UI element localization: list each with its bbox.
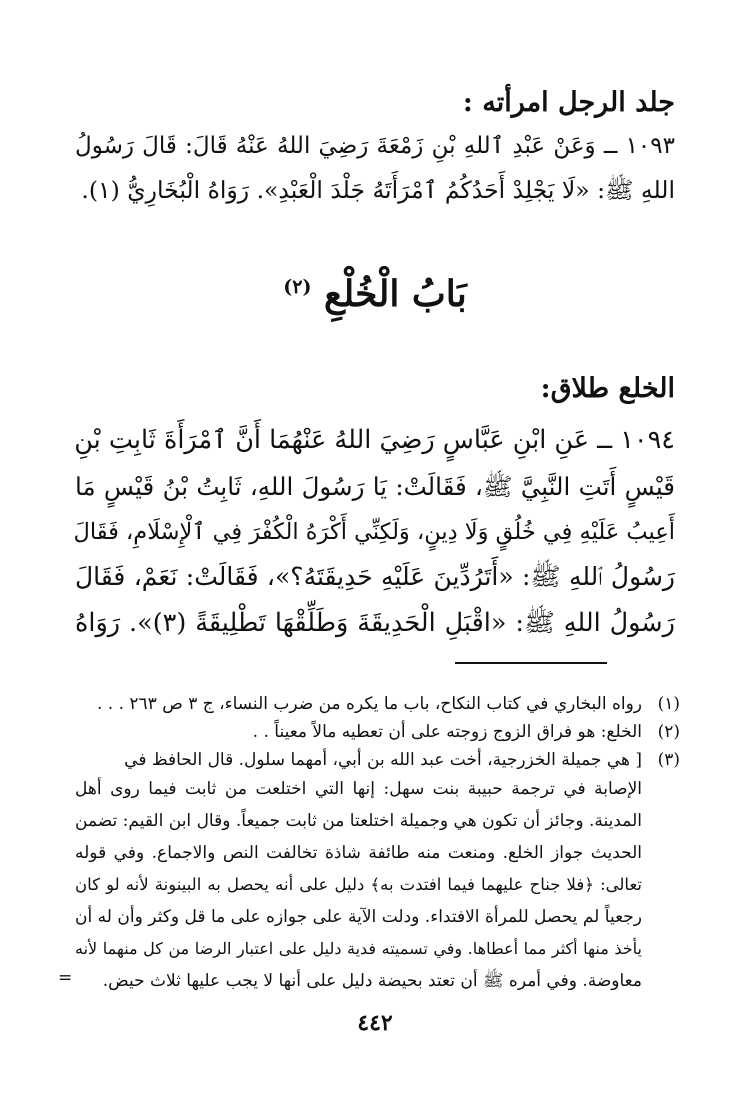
page-number: ٤٤٢ — [357, 1010, 393, 1036]
hadith-1094-line-1: ١٠٩٤ ــ عَنِ ابْنِ عَبَّاسٍ رَضِيَ اللهُ عَنْهُمَا أَنَّ ٱمْرَأَةَ ثَابِتِ بْنِ — [74, 425, 675, 455]
hadith-1094-line-4: رَسُولُ ٱللهِ ﷺ: «أَتَرُدِّينَ عَلَيْهِ حَدِيقَتَهُ؟»، فَقَالَتْ: نَعَمْ، فَقَالَ — [75, 562, 675, 591]
footnote-3-line: يأخذ منها أكثر مما أعطاها. وفي تسميته فدية دليل على اعتبار الرضا من كل منهما لأنه — [75, 939, 642, 958]
footnote-3-line: الإصابة في ترجمة حبيبة بنت سهل: إنها التي اختلعت من ثابت فيما روى أهل — [75, 779, 642, 799]
footnote-3-text: [ هي جميلة الخزرجية، أخت عبد الله بن أبي، أمهما سلول. قال الحافظ في — [124, 750, 642, 770]
hadith-1094-line-2: قَيْسٍ أَتَتِ النَّبِيَّ ﷺ، فَقَالَتْ: يَا رَسُولَ اللهِ، ثَابِتُ بْنُ قَيْسٍ مَا — [75, 472, 675, 501]
footnote-2-number: (٢) — [657, 722, 680, 742]
section-heading-khul: الخلع طلاق: — [540, 373, 675, 404]
footnote-2-text: الخلع: هو فراق الزوج زوجته على أن تعطيه مالاً معيناً . . — [252, 722, 642, 742]
footnote-3-number: (٣) — [657, 750, 680, 770]
hadith-1093-line-1: ١٠٩٣ ــ وَعَنْ عَبْدِ ٱللهِ بْنِ زَمْعَةَ رَضِيَ اللهُ عَنْهُ قَالَ: قَالَ رَسُولُ — [75, 133, 675, 159]
section-heading-wife-beating: جلد الرجل امرأته : — [462, 87, 675, 118]
footnote-3-line: تعالى: ﴿فلا جناح عليهما فيما افتدت به﴾ دليل على أنه يحصل به البينونة لأنه لو كان — [75, 875, 642, 894]
chapter-title: بَابُ الْخُلْعِ — [324, 273, 467, 315]
chapter-title-block — [0, 262, 750, 319]
footnote-continuation-mark: = — [58, 968, 73, 988]
hadith-1094-line-5: رَسُولُ اللهِ ﷺ: «اقْبَلِ الْحَدِيقَةَ وَطَلِّقْهَا تَطْلِيقَةً (٣)». رَوَاهُ — [75, 608, 675, 638]
footnote-3-line: المدينة. وجائز أن تكون هي وجميلة اختلعتا من ثابت جميعاً. وقال ابن القيم: تضمن — [75, 811, 642, 831]
footnote-1-text: رواه البخاري في كتاب النكاح، باب ما يكره من ضرب النساء، ج ٣ ص ٢٦٣ . . . — [96, 694, 642, 714]
footnote-3-line: معاوضة. وفي أمره ﷺ أن تعتد بحيضة دليل على أنها لا يجب عليها ثلاث حيض. — [102, 971, 642, 991]
footnote-3-line: رجعياً لم يحصل للمرأة الافتداء. ودلت الآية على جوازه على ما قل وكثر وأن له أن — [75, 907, 642, 927]
footnote-1-number: (١) — [657, 694, 680, 714]
footnote-3-line: الحديث جواز الخلع. ومنعت منه طائفة شاذة تخالفت النص والاجماع. وفي قوله — [75, 843, 642, 863]
hadith-1093-line-2: اللهِ ﷺ: «لَا يَجْلِدْ أَحَدُكُمُ ٱمْرَأَتَهُ جَلْدَ الْعَبْدِ». رَوَاهُ الْبُخَارِيُّ (١). — [81, 176, 675, 204]
footnote-separator — [455, 662, 607, 664]
chapter-title-footnote-ref: (٢) — [283, 276, 312, 298]
hadith-1094-line-3: أَعِيبُ عَلَيْهِ فِي خُلُقٍ وَلَا دِينٍ، وَلَكِنِّي أَكْرَهُ الْكُفْرَ فِي ٱلْإِسْلَامِ، فَقَالَ — [73, 519, 675, 545]
